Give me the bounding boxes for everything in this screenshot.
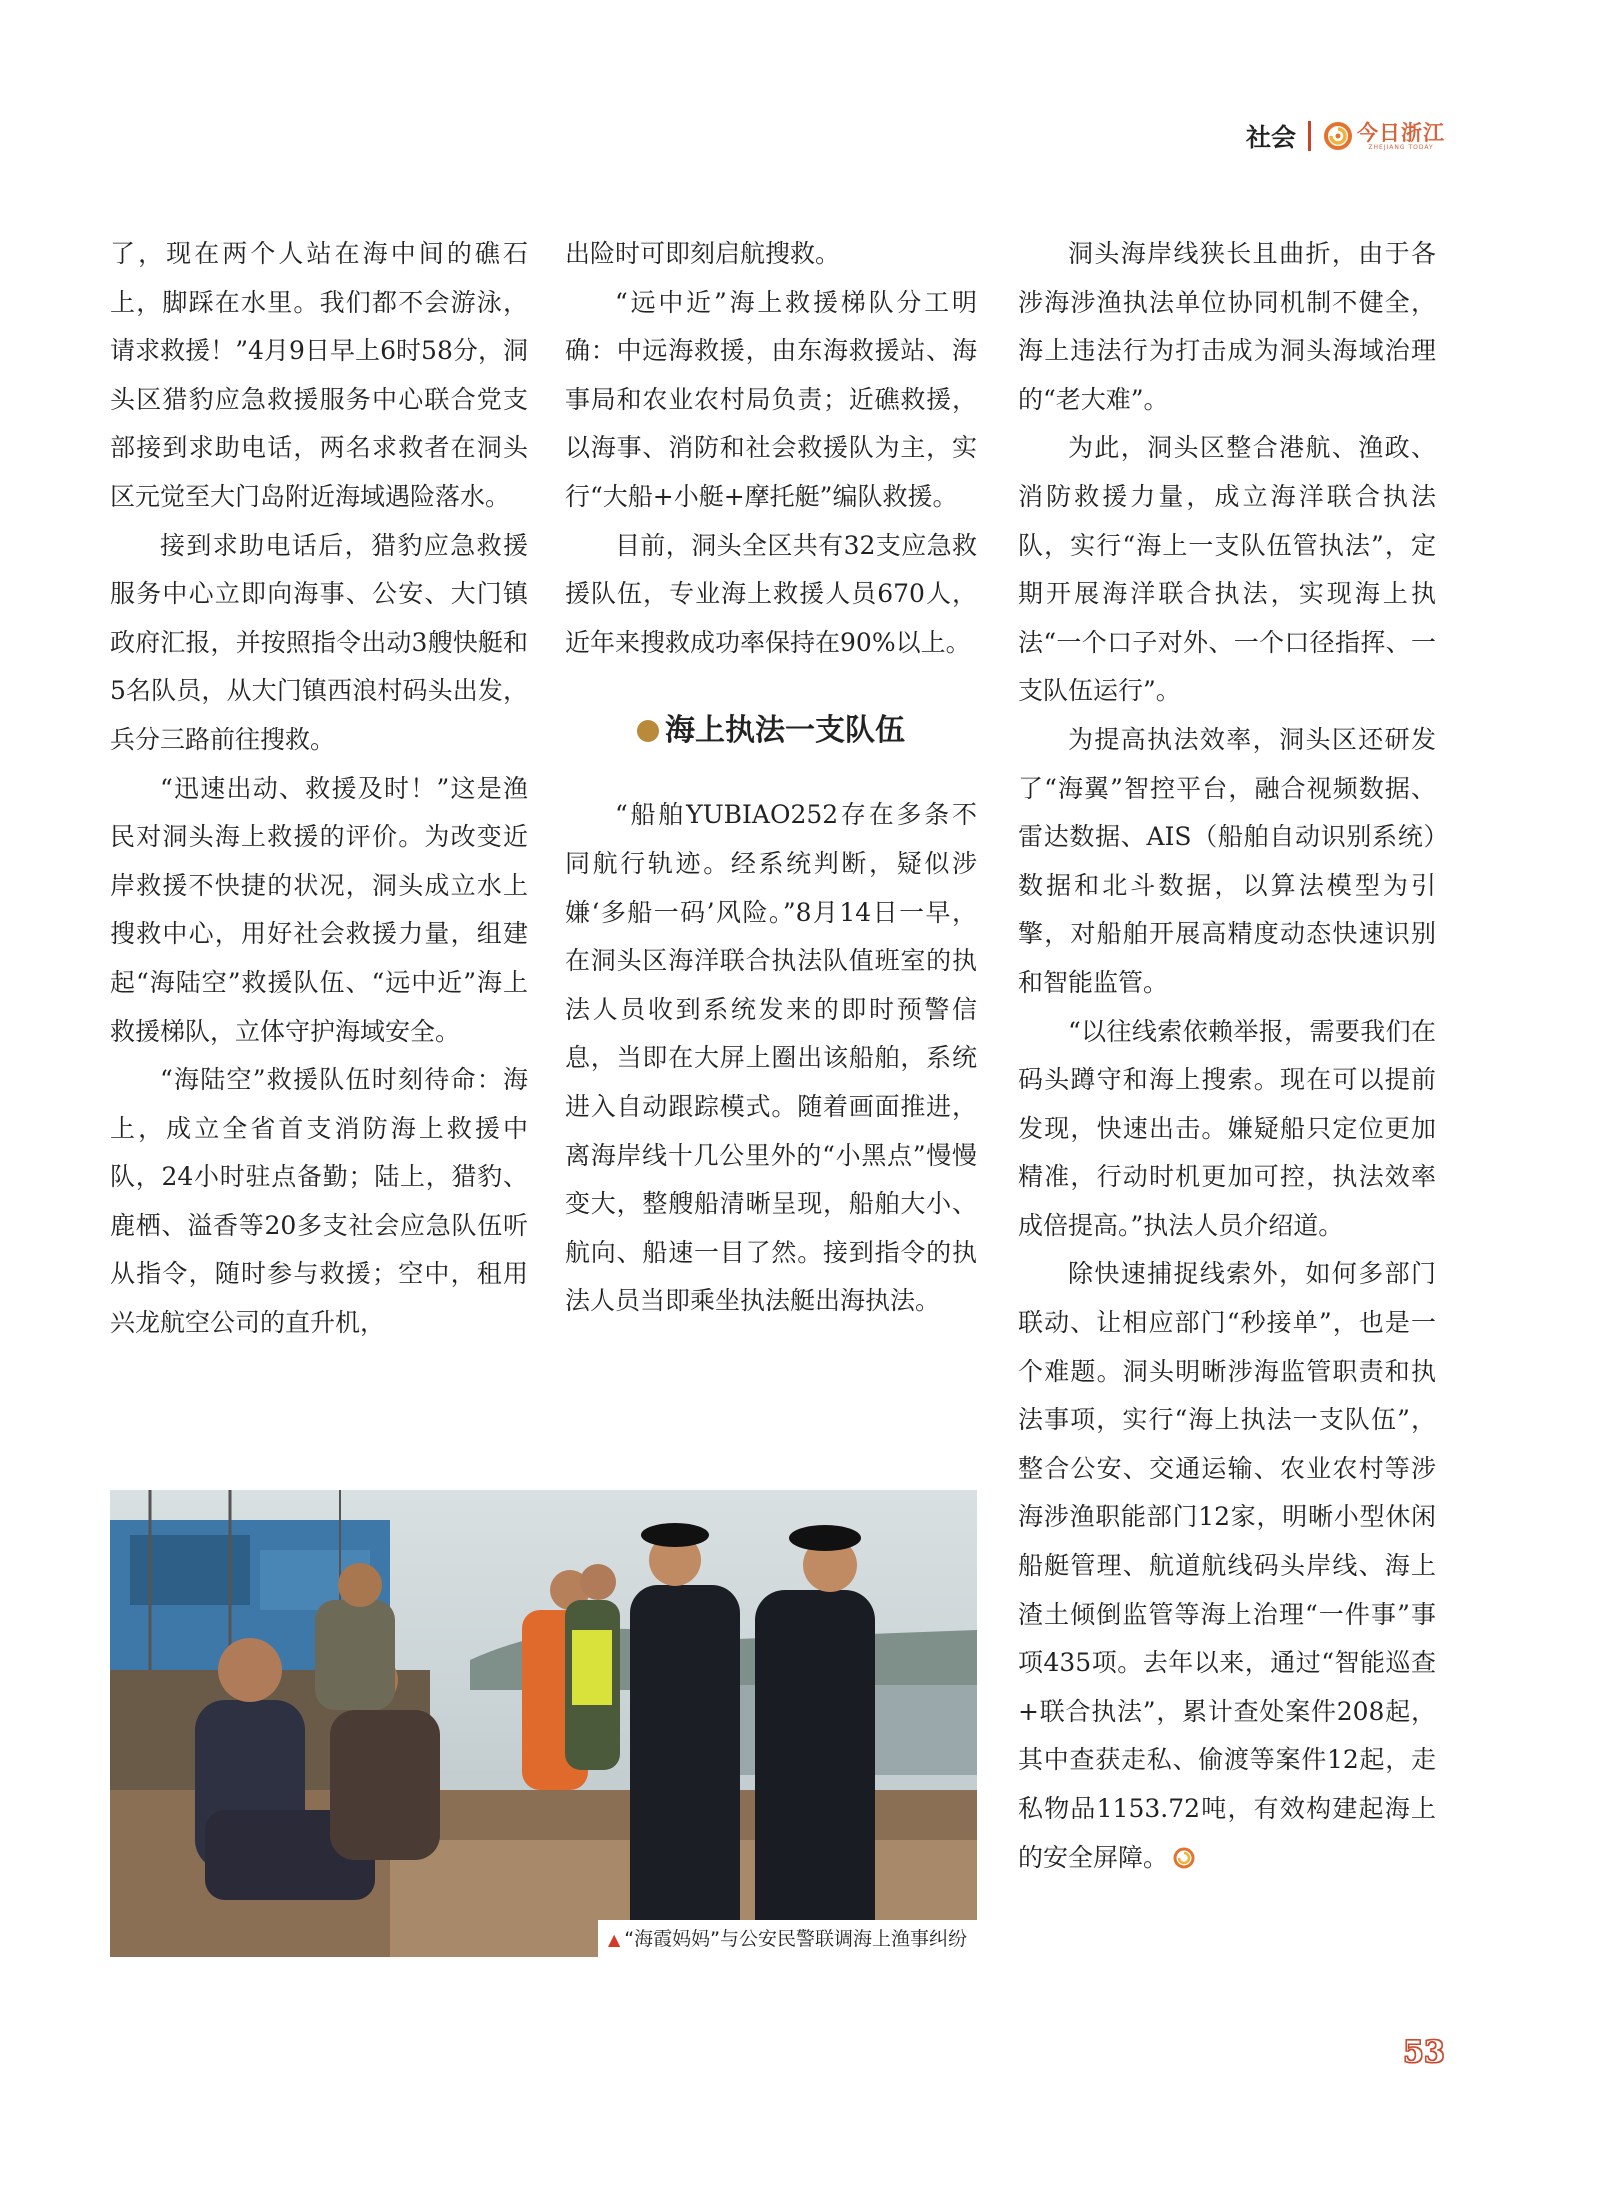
paragraph: “海陆空”救援队伍时刻待命：海上，成立全省首支消防海上救援中队，24小时驻点备勤；陆上，猎豹、鹿栖、溢香等20多支社会应急队伍听从指令，随时参与救援；空中，租用兴龙航空公司的直升机， [110,1065,528,1338]
brand-swirl-icon [1323,121,1353,151]
article-column-1 [110,230,528,1348]
brand-name-en: ZHEJIANG TODAY [1368,143,1434,151]
caption-text: “海霞妈妈”与公安民警联调海上渔事纠纷 [624,1928,967,1950]
paragraph: “迅速出动、救援及时！”这是渔民对洞头海上救援的评价。为改变近岸救援不快捷的状况，洞头成立水上搜救中心，用好社会救援力量，组建起“海陆空”救援队伍、“远中近”海上救援梯队，立体守护海域安全。 [110,773,528,1046]
paragraph: 洞头海岸线狭长且曲折，由于各涉海涉渔执法单位协同机制不健全，海上违法行为打击成为洞头海域治理的“老大难”。 [1018,239,1436,414]
section-label: 社会 [1245,123,1296,152]
paragraph: 了，现在两个人站在海中间的礁石上，脚踩在水里。我们都不会游泳，请求救援！”4月9日早上6时58分，洞头区猎豹应急救援服务中心联合党支部接到求助电话，两名求救者在洞头区元觉至大门岛附近海域遇险落水。 [110,239,528,511]
photo-caption [598,1920,977,1957]
paragraph: “船舶YUBIAO252存在多条不同航行轨迹。经系统判断，疑似涉嫌‘多船一码’风险。”8月14日一早，在洞头区海洋联合执法队值班室的执法人员收到系统发来的即时预警信息，当即在大屏上圈出该船舶，系统进入自动跟踪模式。随着画面推进，离海岸线十几公里外的“小黑点”慢慢变大，整艘船清晰呈现，船舶大小、航向、船速一目了然。接到指令的执法人员当即乘坐执法艇出海执法。 [565,800,977,1316]
brand-logo [1323,121,1445,151]
paragraph: 出险时可即刻启航搜救。 [565,239,841,268]
subheading-text: 海上执法一支队伍 [665,713,905,749]
paragraph: “以往线索依赖举报，需要我们在码头蹲守和海上搜索。现在可以提前发现，快速出击。嫌疑船只定位更加精准，行动时机更加可控，执法效率成倍提高。”执法人员介绍道。 [1018,1016,1436,1240]
paragraph: 为提高执法效率，洞头区还研发了“海翼”智控平台，融合视频数据、雷达数据、AIS（船舶自动识别系统）数据和北斗数据，以算法模型为引擎，对船舶开展高精度动态快速识别和智能监管。 [1018,724,1436,997]
caption-triangle-icon: ▲ [607,1930,621,1949]
paragraph: 接到求助电话后，猎豹应急救援服务中心立即向海事、公安、大门镇政府汇报，并按照指令出动3艘快艇和5名队员，从大门镇西浪村码头出发，兵分三路前往搜救。 [110,530,528,754]
page-header [1246,118,1445,154]
paragraph-text: 除快速捕捉线索外，如何多部门联动、让相应部门“秒接单”，也是一个难题。洞头明晰涉海监管职责和执法事项，实行“海上执法一支队伍”，整合公安、交通运输、农业农村等涉海涉渔职能部门12家，明晰小型休闲船艇管理、航道航线码头岸线、海上渣土倾倒监管等海上治理“一件事”事项435项。去年以来，通过“智能巡查+联合执法”，累计查处案件208起，其中查获走私、偷渡等案件12起，走私物品1153.72吨，有效构建起海上的安全屏障。 [1018,1259,1436,1872]
paragraph: 目前，洞头全区共有32支应急救援队伍，专业海上救援人员670人，近年来搜救成功率保持在90%以上。 [565,530,977,657]
header-divider [1308,121,1311,151]
paragraph-final [1018,1250,1436,1882]
article-column-3 [1018,230,1436,1882]
article-photo [110,1490,977,1957]
photo-illustration [110,1490,977,1957]
page-number: 53 [1403,2035,1445,2070]
bullet-dot-icon [637,720,659,742]
brand-name: 今日浙江 [1357,119,1445,145]
paragraph: 为此，洞头区整合港航、渔政、消防救援力量，成立海洋联合执法队，实行“海上一支队伍管执法”，定期开展海洋联合执法，实现海上执法“一个口子对外、一个口径指挥、一支队伍运行”。 [1018,433,1436,706]
article-column-2 [565,230,977,1326]
end-mark-icon [1172,1846,1196,1870]
paragraph: “远中近”海上救援梯队分工明确：中远海救援，由东海救援站、海事局和农业农村局负责；近礁救援，以海事、消防和社会救援队为主，实行“大船+小艇+摩托艇”编队救援。 [565,287,977,511]
section-subheading [565,707,977,755]
